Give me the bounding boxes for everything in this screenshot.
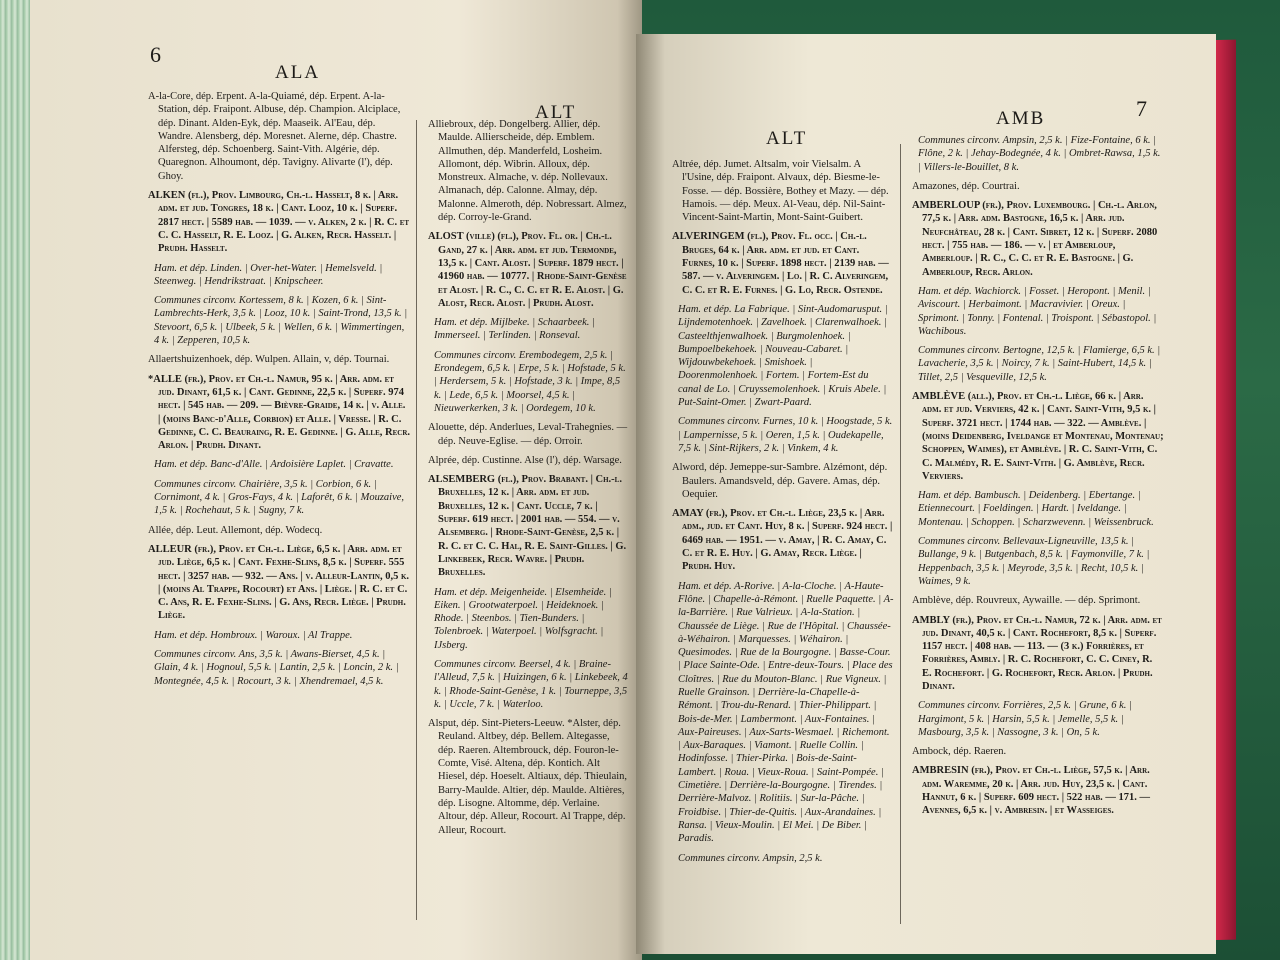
entry-block: Allaertshuizenhoek, dép. Wulpen. Allain, v, dép. Tournai. — [148, 354, 390, 366]
left-page — [30, 0, 642, 960]
column-header-ala: ALA — [275, 62, 321, 83]
entry-alsemberg: ALSEMBERG (fl.), Prov. Brabant. | Ch.-l. Bruxelles, 12 k. | Arr. adm. et jud. Bruxelles, 12 k. | Cant. Uccle, 7 k. | Superf. 619 hect. | 2001 hab. — 554. — v. Alsemberg. | Rhode-Saint-Genèse, 2,5 k. | R. C. et C. C. Hal, R. E. Saint-Gilles. | G. Linkebeek, Recr. Wavre. | Prudh. Bruxelles. — [428, 474, 627, 579]
right-column-2 — [912, 134, 1164, 944]
entry-alle: *ALLE (fr.), Prov. et Ch.-l. Namur, 95 k. | Arr. adm. et jud. Dinant, 61,5 k. | Cant. Gedinne, 22,5 k. | Superf. 974 hect. | 545 hab. — 209. — Bièvre-Graide, 14 k. | v. Alle. | (moins Banc-d'Alle, Corbion) et Alle. | Vresse. | R. C. Gedinne, C. C. Beauraing, R. E. Gedinne. | G. Alle, Recr. Arlon. | Prudh. Dinant. — [148, 373, 411, 452]
entry-block: Alprée, dép. Custinne. Alse (l'), dép. Warsage. — [428, 454, 622, 466]
entry-block: Ham. et dép. Banc-d'Alle. | Ardoisière Laplet. | Cravatte. — [154, 459, 394, 471]
entry-block: Communes circonv. Beersel, 4 k. | Braine-l'Alleud, 7,5 k. | Huizingen, 6 k. | Linkebeek, 4 k. | Rhode-Saint-Genèse, 1 k. | Tourneppe, 3,5 k. | Uccle, 7 k. | Waterloo. — [434, 658, 628, 710]
entry-block: Allée, dép. Leut. Allemont, dép. Wodecq. — [148, 524, 323, 536]
entry-block: Amazones, dép. Courtrai. — [912, 180, 1020, 192]
entry-block: Alsput, dép. Sint-Pieters-Leeuw. *Alster, dép. Reuland. Altbey, dép. Bellem. Altegasse, dép. Raeren. Altembrouck, dép. Fouron-le-Comte, Visé. Altena, dép. Kontich. Alt Hiesel, dép. Hoeselt. Altiaux, dép. Thieulain, Barry-Maulde. Altier, dép. Maulde. Altières, dép. Lisogne. Altomme, dép. Verlaine. Altour, dép. Alleur, Rocourt. Al Trappe, dép. Alleur, Rocourt. — [428, 718, 628, 836]
entry-block: Communes circonv. Ans, 3,5 k. | Awans-Bierset, 4,5 k. | Glain, 4 k. | Hognoul, 5,5 k. | Lantin, 2,5 k. | Loncin, 2 k. | Montegnée, 4,5 k. | Rocourt, 3 k. | Xhendremael, 4,5 k. — [154, 648, 399, 687]
column-divider — [416, 120, 417, 920]
entry-block: Ham. et dép. Hombroux. | Waroux. | Al Trappe. — [154, 629, 353, 641]
entry-amberloup: AMBERLOUP (fr.), Prov. Luxembourg. | Ch.-l. Arlon, 77,5 k. | Arr. adm. Bastogne, 16,5 k. | Arr. jud. Neufchâteau, 28 k. | Cant. Sibret, 12 k. | Superf. 2080 hect. | 755 hab. — 186. — v. | et Amberloup, Amberloup. | R. C., C. C. et R. E. Bastogne. | G. Amberloup, Recr. Arlon. — [912, 200, 1158, 278]
entry-block: Alouette, dép. Anderlues, Leval-Trahegnies. — dép. Neuve-Eglise. — dép. Orroir. — [428, 422, 628, 447]
left-column-2 — [428, 118, 628, 948]
entry-ambresin: AMBRESIN (fr.), Prov. et Ch.-l. Liège, 57,5 k. | Arr. adm. Waremme, 20 k. | Arr. jud. Huy, 23,5 k. | Cant. Hannut, 6 k. | Superf. 609 hect. | 522 hab. — 171. — Avennes, 6,5 k. | v. Ambresin. | et Wasseiges. — [912, 765, 1151, 817]
entry-block: Communes circonv. Kortessem, 8 k. | Kozen, 6 k. | Sint-Lambrechts-Herk, 3,5 k. | Looz, 10 k. | Saint-Trond, 13,5 k. | Stevoort, 6,5 k. | Ulbeek, 5 k. | Wellen, 6 k. | Wimmertingen, 4 k. | Zepperen, 10,5 k. — [154, 295, 408, 347]
column-header-alt-right: ALT — [766, 128, 808, 149]
entry-alken: ALKEN (fl.), Prov. Limbourg, Ch.-l. Hasselt, 8 k. | Arr. adm. et jud. Tongres, 18 k. | Cant. Looz, 10 k. | Superf. 2817 hect. | 5589 hab. — 1039. — v. Alken, 2 k. | R. C. et C. C. Hasselt, R. E. Looz. | G. Alken, Recr. Hasselt. | Prudh. Hasselt. — [148, 190, 410, 255]
page-number-left: 6 — [150, 42, 161, 67]
entry-block: Ham. et dép. Wachiorck. | Fosset. | Heropont. | Menil. | Aviscourt. | Herbaimont. | Macravivier. | Oreux. | Sprimont. | Tonny. | Fontenal. | Troispont. | Sébastopol. | Wachibous. — [918, 285, 1157, 337]
entry-block: Alword, dép. Jemeppe-sur-Sambre. Alzémont, dép. Baulers. Amandsveld, dép. Gavere. Amas, dép. Oequier. — [672, 462, 888, 500]
entry-block: Communes circonv. Ampsin, 2,5 k. — [678, 852, 823, 864]
column-header-amb: AMB — [996, 108, 1046, 129]
entry-block: Ham. et dép. La Fabrique. | Sint-Audomarusput. | Lijndemotenhoek. | Zavelhoek. | Clarenwalhoek. | Casteelthjenwalhoek. | Burgmolenhoek. | Bumpoelbekehoek. | Nouveau-Cabaret. | Wijdouwbekehoek. | Smishoek. | Doorenmolenhoek. | Fortem. | Fortem-Est du canal de Lo. | Cruyssemolenhoek. | Kruis Abele. | Put-Saint-Omer. | Zwart-Paard. — [678, 303, 888, 409]
entry-block: A-la-Core, dép. Erpent. A-la-Quiamé, dép. Erpent. A-la-Station, dép. Fraipont. Albuse, dép. Champion. Alciplace, dép. Dinant. Alden-Eyk, dép. Maaseik. Al'Eau, dép. Wandre. Alensberg, dép. Moresnet. Alerne, dép. Chastre. Alfersteg, dép. Schoenberg. Saint-Vith. Algérie, dép. Quaregnon. Alhoumont, dép. Tavigny. Alivarte (l'), dép. Ghoy. — [148, 91, 401, 182]
entry-alost: ALOST (ville) (fl.), Prov. Fl. or. | Ch.-l. Gand, 27 k. | Arr. adm. et jud. Termonde, 13,5 k. | Cant. Alost. | Superf. 1879 hect. | 41960 hab. — 10777. | Rhode-Saint-Genèse et Alost. | R. C., C. C. et R. E. Alost. | G. Alost, Recr. Alost. | Prudh. Alost. — [428, 231, 627, 309]
entry-amay: AMAY (fr.), Prov. et Ch.-l. Liège, 23,5 k. | Arr. adm., jud. et Cant. Huy, 8 k. | Superf. 924 hect. | 6469 hab. — 1951. — v. Amay, | R. C. Amay, C. C. et R. E. Huy. | G. Amay, Recr. Liège. | Prudh. Huy. — [672, 508, 893, 573]
entry-block: Communes circonv. Bellevaux-Ligneuville, 13,5 k. | Bullange, 9 k. | Butgenbach, 8,5 k. | Faymonville, 7 k. | Heppenbach, 3,5 k. | Meyrode, 3,5 k. | Recht, 10,5 k. | Waimes, 9 k. — [918, 536, 1150, 587]
left-column-1 — [148, 90, 410, 950]
entry-block: Communes circonv. Erembodegem, 2,5 k. | Erondegem, 6,5 k. | Erpe, 5 k. | Hofstade, 5 k. | Herdersem, 5 k. | Hofstade, 3 k. | Impe, 8,5 k. | Lede, 6,5 k. | Moorsel, 4,5 k. | Nieuwerkerken, 3 k. | Oordegem, 10 k. — [434, 349, 626, 414]
entry-block: Ham. et dép. Meigenheide. | Elsemheide. | Eiken. | Grootwaterpoel. | Heideknoek. | Rhode. | Steenbos. | Tien-Bunders. | Tolenbroek. | Waterpoel. | Wolfsgracht. | IJsberg. — [434, 586, 612, 651]
entry-block: Ham. et dép. Bambusch. | Deidenberg. | Ebertange. | Etiennecourt. | Foeldingen. | Hardt. | Iveldange. | Montenau. | Schoppen. | Scharzwevenn. | Weissenbruck. — [918, 490, 1154, 528]
column-divider — [900, 144, 901, 924]
entry-block: Ham. et dép. Linden. | Over-het-Water. | Hemelsveld. | Steenweg. | Hendrikstraat. | Knipscheer. — [154, 262, 383, 287]
entry-block: Ambock, dép. Raeren. — [912, 746, 1007, 758]
entry-block: Communes circonv. Bertogne, 12,5 k. | Flamierge, 6,5 k. | Lavacherie, 3,5 k. | Noircy, 7 k. | Saint-Hubert, 14,5 k. | Tillet, 2,5 | Vesqueville, 12,5 k. — [918, 345, 1161, 383]
right-column-1 — [672, 158, 894, 948]
page-number-right: 7 — [1136, 96, 1147, 121]
entry-block: Communes circonv. Forrières, 2,5 k. | Grune, 6 k. | Hargimont, 5 k. | Harsin, 5,5 k. | Jemelle, 5,5 k. | Masbourg, 3,5 k. | Nassogne, 3 k. | On, 5 k. — [918, 700, 1132, 738]
right-page — [636, 34, 1216, 954]
book-edge-green — [0, 0, 30, 960]
entry-block: Ham. et dép. A-Rorive. | A-la-Cloche. | A-Haute-Flône. | Chapelle-à-Rémont. | Ruelle Paquette. | A-la-Barrière. | Rue Valrieux. | A-la-Station. | Chaussée de Liège. | Rue de l'Hôpital. | Chaussée-à-Wéhairon. | Marquesses. | Wéhairon. | Quesimodes. | Rue de la Bourgogne. | Basse-Cour. | Place Sainte-Ode. | Entre-deux-Tours. | Place des Cloîtres. | Rue du Mouton-Blanc. | Rue Vigneux. | Ruelle Grainson. | Derrière-la-Chapelle-à-Rémont. | Trou-du-Renard. | Thier-Philippart. | Bois-de-Mer. | Lambermont. | Aux-Fontaines. | Aux-Paireuses. | Aux-Sarts-Wesmael. | Richemont. | Aux-Baraques. | Viamont. | Ruelle Collin. | Hodinfosse. | Thier-Pirka. | Bois-de-Saint-Lambert. | Roua. | Vieux-Roua. | Saint-Pompée. | Cimetière. | Derrière-la-Bourgogne. | Tirendes. | Derrière-Malvoz. | Rolitiis. | Sur-la-Pâche. | Froidbise. | Thier-de-Quitis. | Aux-Arandaines. | Ransa. | Vieux-Moulin. | El Mei. | De Biber. | Paradis. — [678, 580, 894, 845]
entry-ambly: AMBLY (fr.), Prov. et Ch.-l. Namur, 72 k. | Arr. adm. et jud. Dinant, 40,5 k. | Cant. Rochefort, 8,5 k. | Superf. 1157 hect. | 408 hab. — 113. — (3 k.) Forrières, et Forrières, Ambly. | R. C. Rochefort, C. C. Ciney, R. E. Rochefort. | G. Rochefort, Recr. Arlon. | Prudh. Dinant. — [912, 614, 1162, 692]
entry-block: Communes circonv. Furnes, 10 k. | Hoogstade, 5 k. | Lampernisse, 5 k. | Oeren, 1,5 k. | Oudekapelle, 7,5 k. | Sint-Rijkers, 2 k. | Vinkem, 4 k. — [678, 416, 893, 454]
entry-block: Amblève, dép. Rouvreux, Aywaille. — dép. Sprimont. — [912, 595, 1141, 607]
entry-block: Alliebroux, dép. Dongelberg. Allier, dép. Maulde. Allierscheide, dép. Emblem. Allmuthen, dép. Manderfeld, Losheim. Allomont, dép. Wibrin. Alloux, dép. Monstreux. Almache, v. dép. Nollevaux. Almanach, dép. Calonne. Almay, dép. Malonne. Almeroth, dép. Nobressart. Almez, dép. Corroy-le-Grand. — [428, 119, 627, 224]
entry-alleur: ALLEUR (fr.), Prov. et Ch.-l. Liège, 6,5 k. | Arr. adm. et jud. Liège, 6,5 k. | Cant. Fexhe-Slins, 8,5 k. | Superf. 555 hect. | 3257 hab. — 932. — Ans. | v. Alleur-Lantin, 0,5 k. | (moins Al Trappe, Rocourt) et Ans. | Liège. | R. C. et C. C. Ans, R. E. Fexhe-Slins. | G. Ans, Recr. Liège. | Prudh. Liège. — [148, 543, 410, 622]
column-header-alt-left: ALT — [535, 102, 577, 123]
entry-block: Communes circonv. Chairière, 3,5 k. | Corbion, 6 k. | Cornimont, 4 k. | Gros-Fays, 4 k. | Laforêt, 6 k. | Mouzaive, 1,5 k. | Rochehaut, 5 k. | Sugny, 7 k. — [154, 478, 405, 517]
entry-alveringem: ALVERINGEM (fl.), Prov. Fl. occ. | Ch.-l. Bruges, 64 k. | Arr. adm. et jud. et Cant. Furnes, 10 k. | Superf. 1898 hect. | 2139 hab. — 587. — v. Alveringem. | Lo. | R. C. Alveringem, C. C. et R. E. Furnes. | G. Lo, Recr. Ostende. — [672, 231, 889, 296]
entry-block: Communes circonv. Ampsin, 2,5 k. | Fize-Fontaine, 6 k. | Flône, 2 k. | Jehay-Bodegnée, 4 k. | Ombret-Rawsa, 1,5 k. | Villers-le-Bouillet, 8 k. — [918, 135, 1161, 173]
entry-block: Altrée, dép. Jumet. Altsalm, voir Vielsalm. A l'Usine, dép. Fraipont. Alvaux, dép. Biesme-le-Fosse. — dép. Bossière, Bothey et Mazy. — dép. Hamois. — dép. Meux. Al-Veau, dép. Nil-Saint-Vincent-Saint-Martin, Mont-Saint-Guibert. — [672, 159, 889, 224]
entry-block: Ham. et dép. Mijlbeke. | Schaarbeek. | Immerseel. | Terlinden. | Ronseval. — [434, 317, 595, 342]
entry-ambleve: AMBLÈVE (all.), Prov. et Ch.-l. Liège, 66 k. | Arr. adm. et jud. Verviers, 42 k. | Cant. Saint-Vith, 9,5 k. | Superf. 3721 hect. | 1744 hab. — 322. — Amblève. | (moins Deidenberg, Iveldange et Montenau, Montenau; Schoppen, Waimes), et Amblève. | R. C. Saint-Vith, C. C. Malmédy, R. E. Saint-Vith. | G. Amblève, Recr. Verviers. — [912, 391, 1164, 482]
